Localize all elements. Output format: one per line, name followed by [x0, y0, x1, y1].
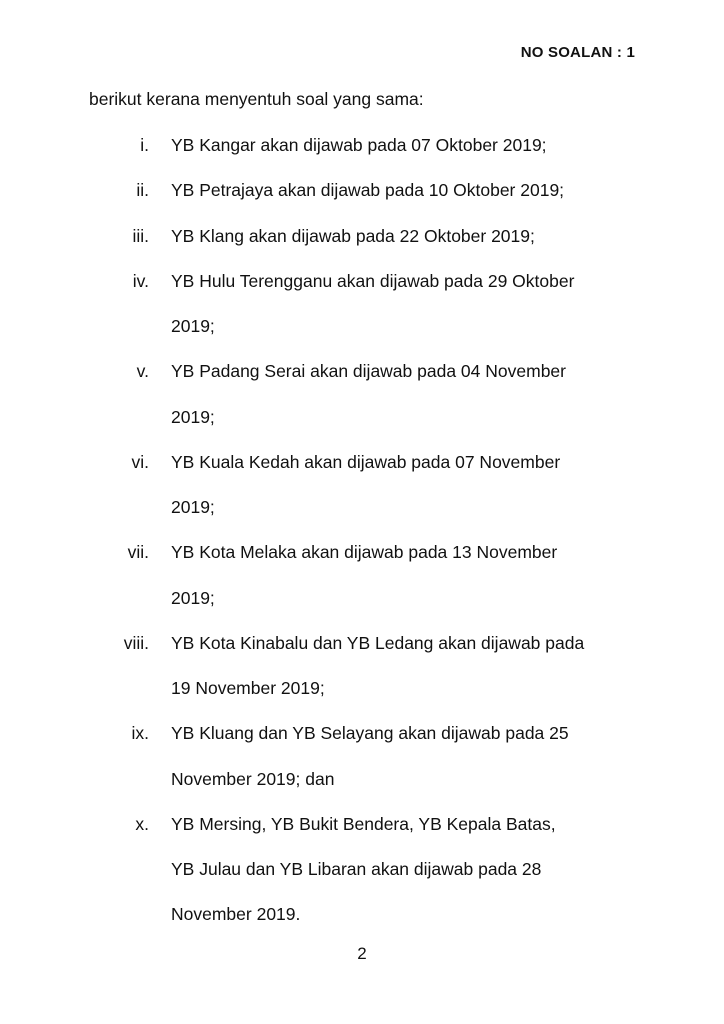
list-item-text: YB Hulu Terengganu akan dijawab pada 29 Oktober — [171, 270, 575, 291]
list-item-line — [0, 496, 724, 541]
list-item-text: YB Petrajaya akan dijawab pada 10 Oktober 2019; — [171, 180, 565, 201]
list-item-line — [0, 722, 724, 767]
list-item-numeral: viii. — [123, 632, 149, 653]
list-item-text: YB Kuala Kedah akan dijawab pada 07 November — [171, 451, 561, 472]
list-item-line — [0, 677, 724, 722]
list-item-line — [0, 225, 724, 270]
list-item — [0, 360, 724, 451]
list-item-numeral: v. — [136, 361, 149, 382]
list-item-line — [0, 406, 724, 451]
list-item-text: YB Mersing, YB Bukit Bendera, YB Kepala Batas, — [171, 813, 556, 834]
list-item — [0, 270, 724, 361]
list-item-line — [0, 541, 724, 586]
list-item-text: November 2019. — [171, 904, 301, 925]
intro-paragraph: berikut kerana menyentuh soal yang sama: — [89, 89, 424, 109]
list-item-text: YB Padang Serai akan dijawab pada 04 November — [171, 361, 566, 382]
list-item — [0, 179, 724, 224]
list-item-numeral: vi. — [131, 451, 149, 472]
list-item-text: YB Kota Kinabalu dan YB Ledang akan dijawab pada — [171, 632, 585, 653]
list-item — [0, 541, 724, 632]
list-item-text: 2019; — [171, 587, 215, 608]
list-item-numeral: i. — [140, 135, 149, 155]
list-item-line — [0, 813, 724, 858]
list-item-text: YB Klang akan dijawab pada 22 Oktober 2019; — [171, 225, 535, 246]
question-number-header: NO SOALAN : 1 — [520, 44, 635, 61]
list-item-numeral: vii. — [127, 542, 149, 563]
list-item-text: 2019; — [171, 316, 215, 336]
list-item-line — [0, 315, 724, 360]
list-item-line — [0, 768, 724, 813]
list-item-line — [0, 632, 724, 677]
list-item-text: 2019; — [171, 497, 215, 517]
answer-schedule-list — [0, 134, 724, 949]
list-item-numeral: ix. — [131, 723, 149, 744]
list-item-text: 19 November 2019; — [171, 678, 325, 698]
list-item — [0, 813, 724, 949]
list-item-line — [0, 360, 724, 405]
list-item-numeral: ii. — [136, 180, 149, 201]
list-item-text: November 2019; dan — [171, 768, 335, 789]
list-item — [0, 722, 724, 813]
list-item-text: YB Kangar akan dijawab pada 07 Oktober 2019; — [171, 135, 547, 155]
list-item — [0, 632, 724, 723]
list-item-numeral: iii. — [132, 225, 149, 246]
list-item — [0, 451, 724, 542]
page-number: 2 — [357, 944, 367, 963]
list-item-line — [0, 270, 724, 315]
list-item-line — [0, 903, 724, 948]
list-item-text: YB Kluang dan YB Selayang akan dijawab pada 25 — [171, 723, 569, 744]
list-item-text: YB Julau dan YB Libaran akan dijawab pada 28 — [171, 859, 542, 879]
list-item-text: 2019; — [171, 406, 215, 427]
list-item-line — [0, 179, 724, 224]
list-item — [0, 134, 724, 179]
list-item-line — [0, 858, 724, 903]
list-item-numeral: iv. — [132, 270, 149, 291]
list-item-text: YB Kota Melaka akan dijawab pada 13 November — [171, 542, 558, 563]
list-item — [0, 225, 724, 270]
list-item-line — [0, 587, 724, 632]
list-item-line — [0, 134, 724, 179]
list-item-numeral: x. — [135, 813, 149, 834]
list-item-line — [0, 451, 724, 496]
